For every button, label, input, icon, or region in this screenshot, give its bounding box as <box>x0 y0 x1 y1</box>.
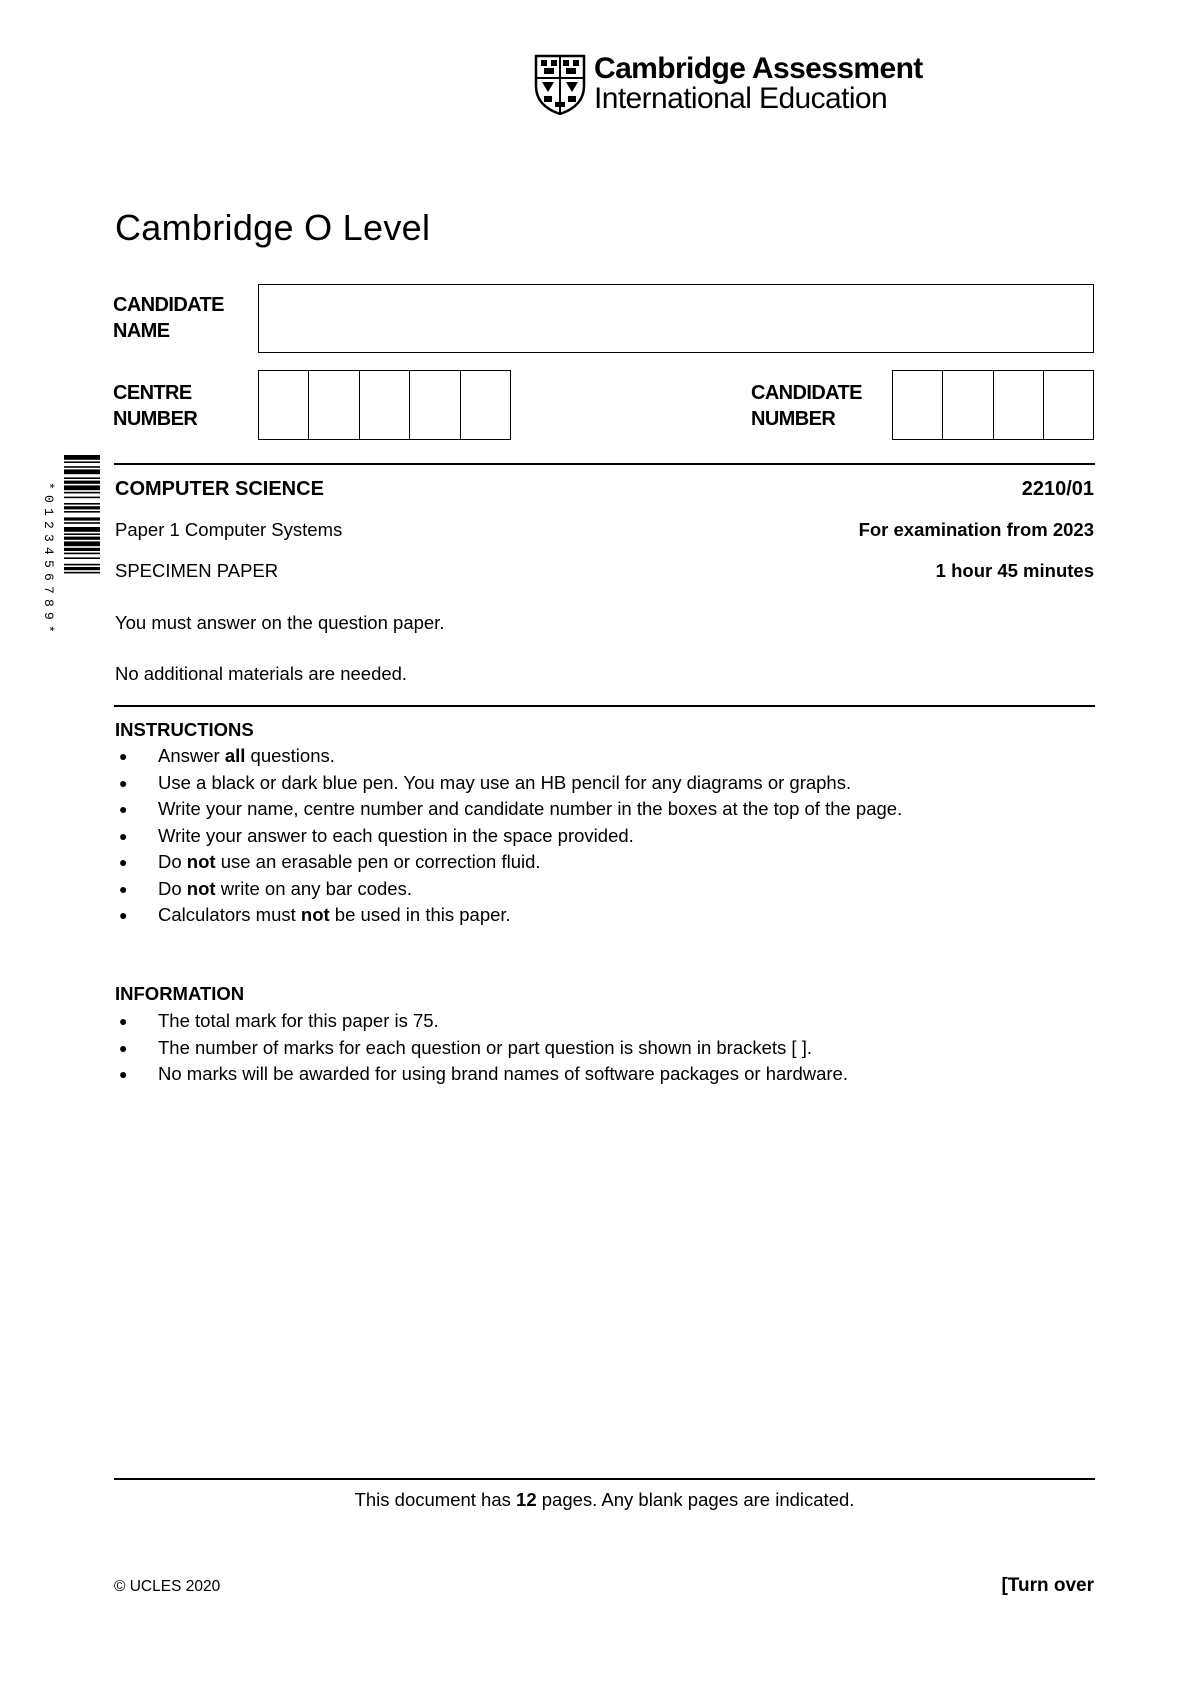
centre-number-cell[interactable] <box>309 371 359 439</box>
instruction-emphasis: not <box>300 904 330 925</box>
candidate-name-label-line2: NAME <box>113 320 170 342</box>
candidate-number-cell[interactable] <box>893 371 943 439</box>
barcode-bar <box>64 511 100 513</box>
instruction-item <box>115 743 1095 770</box>
bullet-icon: ● <box>119 801 128 817</box>
instructions-heading: INSTRUCTIONS <box>115 719 254 740</box>
bullet-icon: ● <box>119 1066 128 1082</box>
logo-line-2: International Education <box>594 82 888 115</box>
barcode-bar <box>64 469 100 474</box>
barcode-bar <box>64 548 100 551</box>
information-text: No marks will be awarded for using brand names of software packages or hardware. <box>158 1063 848 1084</box>
instruction-text: Do <box>158 851 187 872</box>
logo-line-1: Cambridge Assessment <box>594 52 923 85</box>
barcode-bar <box>64 461 100 463</box>
bullet-icon: ● <box>119 1039 128 1056</box>
bullet-icon: ● <box>119 880 128 897</box>
candidate-name-field[interactable] <box>258 284 1094 353</box>
instruction-item <box>115 902 1095 929</box>
centre-number-cell[interactable] <box>410 371 460 439</box>
instruction-text: be used in this paper. <box>329 904 511 925</box>
instruction-item <box>115 823 1095 850</box>
barcode-bar <box>64 572 100 574</box>
subject: COMPUTER SCIENCE <box>115 478 324 500</box>
barcode-bars <box>64 455 100 665</box>
instruction-item <box>115 876 1095 903</box>
paper-type: SPECIMEN PAPER <box>115 560 279 581</box>
barcode-bar <box>64 485 100 490</box>
instruction-emphasis: all <box>224 745 246 766</box>
cambridge-logo <box>532 52 923 118</box>
crest-icon <box>532 52 588 116</box>
instruction-text: Write your answer to each question in the space provided. <box>158 824 634 846</box>
information-list <box>115 1008 1095 1088</box>
centre-number-label <box>113 380 197 432</box>
instruction-item <box>115 796 1095 823</box>
information-text: The total mark for this paper is 75. <box>158 1010 439 1031</box>
barcode-bar <box>64 503 100 505</box>
barcode-bar <box>64 506 100 509</box>
instruction-text: questions. <box>245 745 335 766</box>
turn-over: [Turn over <box>1001 1575 1094 1596</box>
barcode-bar <box>64 497 100 499</box>
candidate-number-cell[interactable] <box>1044 371 1093 439</box>
bullet-icon: ● <box>119 748 128 764</box>
information-item <box>115 1035 1095 1062</box>
candidate-number-cell[interactable] <box>943 371 993 439</box>
instruction-item <box>115 770 1095 797</box>
information-item <box>115 1008 1095 1035</box>
information-text: The number of marks for each question or part question is shown in brackets [ ]. <box>158 1036 812 1058</box>
barcode-bar <box>64 567 100 570</box>
divider <box>114 705 1095 707</box>
instruction-item <box>115 849 1095 876</box>
barcode-bar <box>64 466 100 468</box>
bullet-icon: ● <box>119 774 128 791</box>
candidate-name-label-line1: CANDIDATE <box>113 294 224 316</box>
bullet-icon: ● <box>119 907 128 923</box>
centre-number-cell[interactable] <box>360 371 410 439</box>
barcode-bar <box>64 481 100 484</box>
divider <box>114 1478 1095 1480</box>
candidate-number-boxes[interactable] <box>892 370 1094 440</box>
instruction-emphasis: not <box>186 877 216 899</box>
page-count-number: 12 <box>516 1489 537 1510</box>
candidate-number-label-line1: CANDIDATE <box>751 382 862 404</box>
barcode-bar <box>64 517 100 520</box>
centre-number-cell[interactable] <box>461 371 510 439</box>
candidate-number-label <box>751 380 862 432</box>
paper-title: Paper 1 Computer Systems <box>115 519 343 540</box>
barcode-bar <box>64 557 100 559</box>
barcode-bar <box>64 477 100 479</box>
instruction-emphasis: not <box>186 851 216 872</box>
barcode-bar <box>64 537 100 540</box>
barcode-digits: *0123456789* <box>41 481 56 638</box>
page-count-note <box>114 1489 1095 1511</box>
barcode-bar <box>64 541 100 546</box>
candidate-number-cell[interactable] <box>994 371 1044 439</box>
bullet-icon: ● <box>119 827 128 844</box>
information-heading: INFORMATION <box>115 983 245 1004</box>
centre-number-label-line2: NUMBER <box>113 408 198 430</box>
instruction-text: Use a black or dark blue pen. You may use an HB pencil for any diagrams or graphs. <box>158 771 852 793</box>
barcode-bar <box>64 455 100 460</box>
instruction-text: use an erasable pen or correction fluid. <box>215 851 541 872</box>
barcode-bar <box>64 527 100 532</box>
information-item <box>115 1061 1095 1088</box>
divider <box>114 463 1095 465</box>
centre-number-cell[interactable] <box>259 371 309 439</box>
centre-number-label-line1: CENTRE <box>113 382 192 404</box>
instructions-list <box>115 743 1095 929</box>
copyright: © UCLES 2020 <box>114 1578 221 1595</box>
candidate-number-label-line2: NUMBER <box>751 408 836 430</box>
duration: 1 hour 45 minutes <box>935 560 1094 581</box>
candidate-name-label <box>113 292 224 344</box>
page-count-text: This document has <box>354 1489 517 1510</box>
instruction-text: Write your name, centre number and candidate number in the boxes at the top of the page. <box>158 798 903 819</box>
barcode <box>42 455 102 665</box>
instruction-text: Answer <box>158 745 225 766</box>
centre-number-boxes[interactable] <box>258 370 511 440</box>
barcode-bar <box>64 553 100 555</box>
instruction-text: Do <box>158 877 187 899</box>
bullet-icon: ● <box>119 1013 128 1029</box>
instruction-text: Calculators must <box>158 904 301 925</box>
barcode-bar <box>64 522 100 524</box>
instruction-text: write on any bar codes. <box>215 877 412 899</box>
barcode-bar <box>64 492 100 494</box>
bullet-icon: ● <box>119 854 128 870</box>
page-count-text: pages. Any blank pages are indicated. <box>536 1489 855 1510</box>
barcode-bar <box>64 533 100 535</box>
page-title: Cambridge O Level <box>115 207 431 248</box>
paper-code: 2210/01 <box>1021 478 1094 500</box>
note-answer: You must answer on the question paper. <box>115 612 445 633</box>
exam-from: For examination from 2023 <box>858 519 1094 540</box>
barcode-bar <box>64 564 100 566</box>
note-materials: No additional materials are needed. <box>115 663 408 684</box>
